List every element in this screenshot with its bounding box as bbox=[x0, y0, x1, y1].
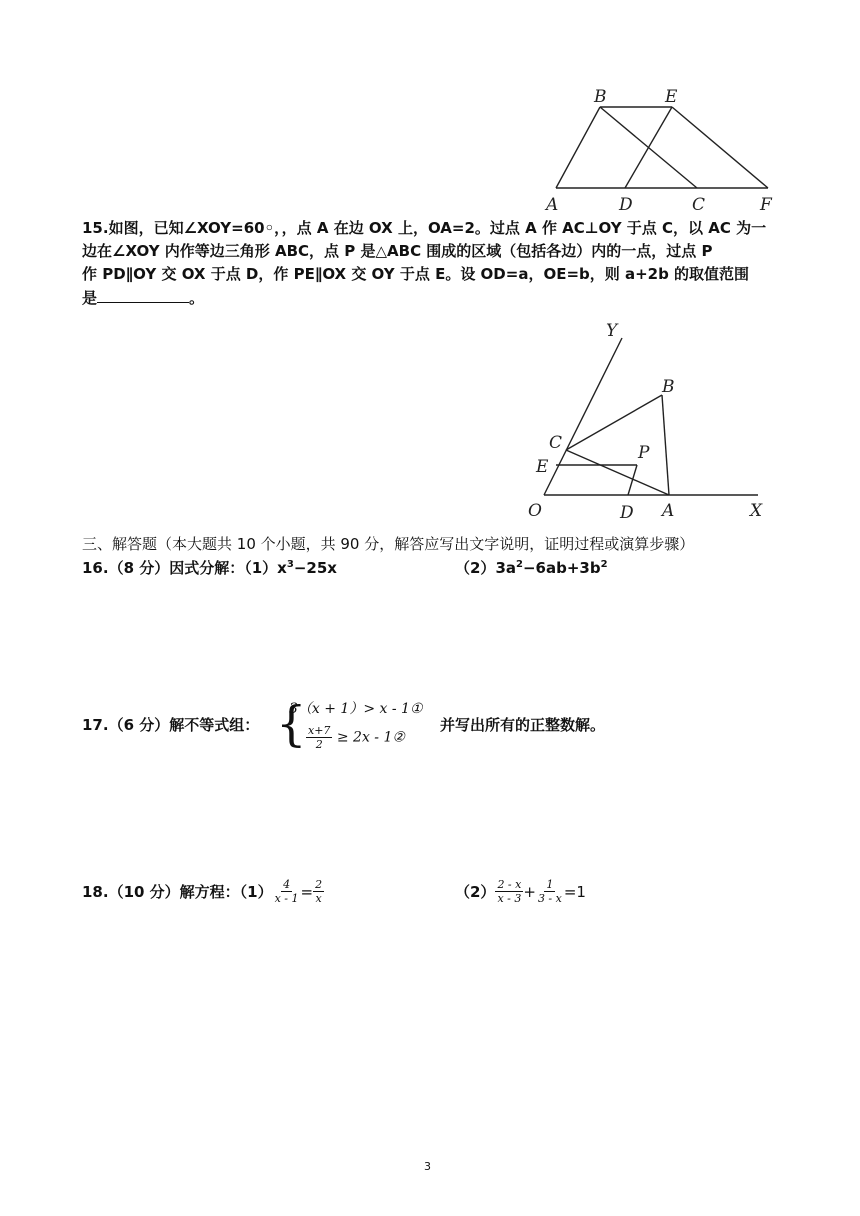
q16-p1-exp: 3 bbox=[286, 559, 294, 570]
q18-e2-eq: =1 bbox=[563, 882, 586, 901]
q18-e1-num2: 2 bbox=[315, 878, 323, 891]
q18-e1-frac2 bbox=[313, 878, 324, 905]
label-e: E bbox=[536, 457, 549, 477]
q17-frac-num: x+7 bbox=[308, 724, 331, 737]
q17-frac bbox=[306, 724, 332, 751]
answer-blank bbox=[97, 286, 189, 303]
q18-e2-num1: 2 - x bbox=[497, 878, 522, 891]
q15-line4 bbox=[82, 286, 204, 309]
q16-p1-base: x bbox=[277, 559, 287, 577]
segment-ab bbox=[556, 107, 600, 188]
q17-ineq2-rest: ≥ 2x - 1② bbox=[336, 729, 405, 746]
q18-prefix: 18.（10 分）解方程：（1） bbox=[82, 882, 273, 901]
section-heading: 三、解答题（本大题共 10 个小题，共 90 分，解答应写出文字说明，证明过程或演算步骤） bbox=[82, 535, 695, 553]
figure-angle-xoy bbox=[518, 316, 778, 526]
label-c: C bbox=[692, 195, 706, 215]
q17-suffix: 并写出所有的正整数解。 bbox=[440, 716, 606, 734]
label-c: C bbox=[549, 433, 563, 453]
q15-line2: 边在∠XOY 内作等边三角形 ABC，点 P 是△ABC 围成的区域（包括各边）内的一点，过点 P bbox=[82, 242, 713, 260]
segment-ef bbox=[672, 107, 768, 188]
q18-e2-plus: + bbox=[523, 882, 536, 901]
q18-e1-den1: x - 1 bbox=[274, 892, 299, 905]
label-p: P bbox=[638, 443, 650, 463]
q15-line3: 作 PD∥OY 交 OX 于点 D，作 PE∥OX 交 OY 于点 E。设 OD=a，OE=b，则 a+2b 的取值范围 bbox=[82, 265, 750, 283]
q17-ineq2 bbox=[306, 724, 405, 751]
q15-line1: 15.如图，已知∠XOY=60◦，，点 A 在边 OX 上，OA=2。过点 A 作 AC⊥OY 于点 C，以 AC 为一 bbox=[82, 219, 767, 237]
label-y: Y bbox=[606, 321, 618, 341]
q16-prefix: 16.（8 分）因式分解：（1） bbox=[82, 559, 278, 577]
q18-part2 bbox=[455, 878, 586, 905]
q16-p2-b-exp: 2 bbox=[600, 559, 608, 570]
label-x: X bbox=[750, 501, 763, 521]
label-b: B bbox=[594, 87, 607, 107]
q18-e2-num2: 1 bbox=[546, 878, 554, 891]
q17-frac-den: 2 bbox=[315, 738, 323, 751]
q18 bbox=[82, 878, 324, 905]
label-d: D bbox=[619, 195, 633, 215]
q16-part2 bbox=[455, 557, 608, 579]
label-e: E bbox=[665, 87, 678, 107]
label-a: A bbox=[546, 195, 559, 215]
segment-ba bbox=[662, 395, 669, 495]
label-f: F bbox=[760, 195, 772, 215]
q18-e1-frac1 bbox=[273, 878, 301, 905]
q15-line4-suffix: 。 bbox=[189, 289, 205, 307]
q17-ineq1: 3（x + 1）> x - 1① bbox=[289, 701, 423, 717]
q18-e2-den1: x - 3 bbox=[497, 892, 522, 905]
segment-de bbox=[625, 107, 672, 188]
q16-p2-label: （2） bbox=[455, 559, 496, 577]
q18-p2-label: （2） bbox=[455, 882, 496, 901]
system-brace: { bbox=[276, 696, 307, 752]
q15-line4-prefix: 是 bbox=[82, 289, 98, 307]
page-number: 3 bbox=[424, 1160, 431, 1173]
label-a: A bbox=[662, 501, 675, 521]
q18-e2-frac2 bbox=[536, 878, 564, 905]
q18-e1-eq: = bbox=[300, 882, 314, 901]
q16-p2-mid: −6ab+3b bbox=[522, 559, 601, 577]
label-d: D bbox=[620, 503, 634, 523]
ray-oy bbox=[544, 338, 622, 495]
q17-prefix: 17.（6 分）解不等式组： bbox=[82, 716, 260, 734]
q18-e1-num1: 4 bbox=[283, 878, 291, 891]
q18-e2-den2: 3 - x bbox=[537, 892, 562, 905]
q16-p2-a-exp: 2 bbox=[516, 559, 523, 570]
segment-ca bbox=[566, 450, 669, 495]
q18-e1-den2: x bbox=[315, 892, 322, 905]
q18-e2-frac1 bbox=[495, 878, 523, 905]
label-b: B bbox=[662, 377, 675, 397]
label-o: O bbox=[528, 501, 542, 521]
q16-p2-a: 3a bbox=[495, 559, 516, 577]
figure-parallelogram bbox=[540, 84, 790, 216]
q16 bbox=[82, 557, 337, 579]
q16-p1-rest: −25x bbox=[293, 559, 337, 577]
